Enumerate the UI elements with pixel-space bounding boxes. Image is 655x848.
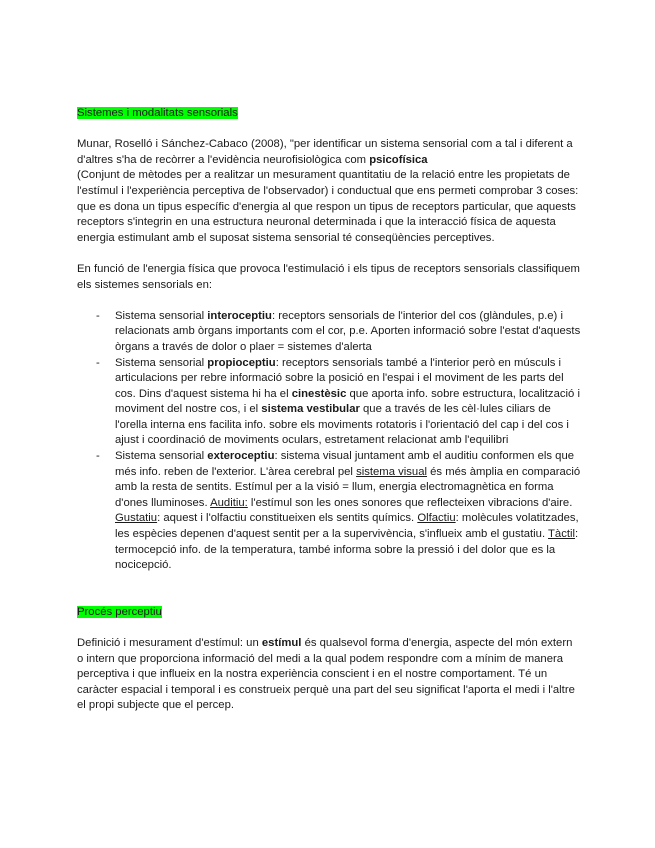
bold-term: interoceptiu: [207, 309, 272, 322]
section-heading-sistemes: [77, 106, 581, 122]
underlined-term: sistema visual: [356, 465, 428, 478]
bold-term: exteroceptiu: [207, 450, 275, 463]
text-run: : receptors sensorials de l'interior del cos (glàndules, p.e) i relacionats amb òrgans importants com el cor, p.e. Aporten informació sobre l'estat d'aquests òrgans a través de dolor o plaer = sistemes d'alerta: [115, 309, 581, 353]
bold-term: propioceptiu: [207, 356, 276, 369]
bold-term-estimul: estímul: [261, 637, 302, 649]
list-item-exteroceptiu: [77, 449, 581, 574]
bold-term: cinestèsic: [291, 387, 347, 400]
list-item-propioceptiu: [77, 356, 581, 450]
paragraph-classification: En funció de l'energia física que provoca l'estimulació i els tipus de receptors sensorials classifiquem els sistemes sensorials en:: [77, 262, 580, 291]
text-run: (Conjunt de mètodes per a realitzar un mesurament quantitatiu de la relació entre les propietats de l'estímul i l'experiència perceptiva de l'observador) i conductual que ens permeti comprobar 3 coses: que es dona un tipus específic d'energia al que respon un tipus de receptors particular, que aquests receptors s'integrin en una estructura neuronal determinada i que la interacció física de aquesta energia estimulant amb el suposat sistema sensorial té conseqüències perceptives.: [77, 169, 579, 244]
text-run: Munar, Roselló i Sánchez-Cabaco (2008), "per identificar un sistema sensorial com a tal i diferent a d'altres s'ha de recòrrer a l'evidència neurofisiològica com: [77, 138, 573, 166]
bold-term: sistema vestibular: [261, 403, 360, 416]
text-run: l'estímul son les ones sonores que reflecteixen vibracions d'aire.: [247, 496, 573, 509]
underlined-term: Gustatiu: [115, 512, 158, 525]
section-heading-proces: [77, 605, 581, 621]
underlined-term: Auditiu:: [210, 496, 248, 509]
sensory-systems-list: [77, 309, 581, 574]
underlined-term: Tàctil: [548, 528, 576, 541]
text-run: que aporta info. sobre estructura, localització i moviment del nostre cos, i el: [115, 387, 580, 416]
text-run: : termocepció info. de la temperatura, també informa sobre la pressió i del dolor que es la nocicepció.: [115, 528, 579, 572]
bold-term-psicofisica: psicofísica: [369, 153, 428, 166]
text-run: Sistema sensorial: [115, 356, 208, 369]
text-run: que a través de les cèl·lules ciliars de l'orella interna ens facilita info. sobre els moviments rotatoris i l'orientació del cap i del cos i ajust i coordinació de moviments oculars, estretament relacionat amb l'equilibri: [115, 403, 569, 447]
text-run: : receptors sensorials també a l'interior però en músculs i articulacions per rebre informació sobre la posició en l'espai i el moviment de les parts del cos. Dins d'aquest sistema hi ha el: [115, 356, 564, 400]
list-dash: -: [96, 309, 100, 322]
text-run: Definició i mesurament d'estímul: un: [77, 637, 262, 649]
heading-highlight: Procés perceptiu: [77, 605, 162, 618]
text-run: és qualsevol forma d'energia, aspecte del món extern o intern que proporciona informació del medi a la qual podem respondre com a mínim de manera perceptiva i que influeix en la nostra experiència conscient i en el nostre comportament. Té un caràcter espacial i temporal i es construeix perquè una part del seu significat l'aporta el medi i l'altre el propi subjecte que el percep.: [77, 637, 575, 712]
list-item-interoceptiu: [77, 309, 581, 356]
document-page: [77, 106, 581, 714]
text-run: : molècules volatitzades, les espècies depenen d'aquest sentit per a la supervivència, s'influeix amb el gustatiu.: [115, 512, 579, 541]
text-run: Sistema sensorial: [115, 309, 208, 322]
heading-highlight: Sistemes i modalitats sensorials: [77, 107, 238, 119]
text-run: és més àmplia en comparació amb la resta de sentits. Estímul per a la visió = llum, energia electromagnètica en forma d'ones lluminoses.: [115, 465, 581, 509]
paragraph-intro: [77, 137, 581, 246]
list-dash: -: [96, 356, 100, 369]
text-run: : sistema visual juntament amb el auditiu conformen els que més info. reben de l'exterior. L'àrea cerebral pel: [115, 450, 575, 478]
text-run: Sistema sensorial: [115, 450, 208, 463]
text-run: : aquest i l'olfactiu constitueixen els sentits químics.: [157, 512, 418, 525]
list-dash: -: [96, 450, 100, 463]
paragraph-estimul: [77, 636, 581, 714]
underlined-term: Olfactiu: [417, 512, 456, 525]
